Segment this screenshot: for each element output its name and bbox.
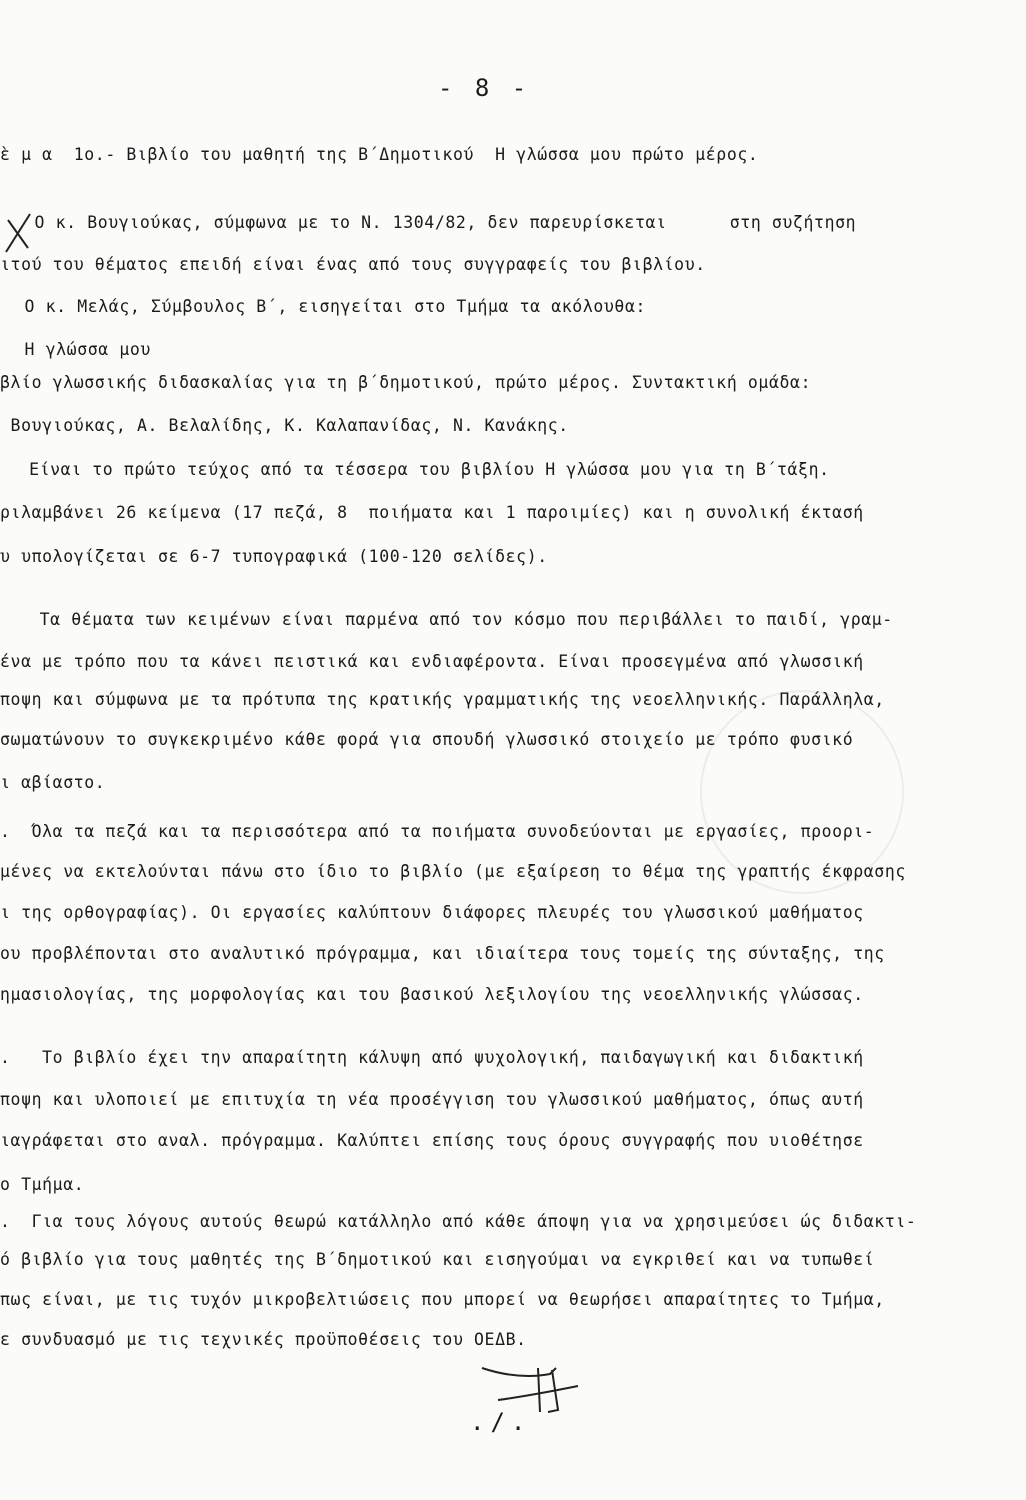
text-line: ριλαμβάνει 26 κείμενα (17 πεζά, 8 ποιήματα και 1 παροιμίες) και η συνολική έκτασή — [0, 503, 864, 522]
text-line: ε συνδυασμό με τις τεχνικές προϋποθέσεις του ΟΕΔΒ. — [0, 1330, 527, 1349]
text-line: ένα με τρόπο που τα κάνει πειστικά και ενδιαφέροντα. Είναι προσεγμένα από γλωσσική — [0, 652, 864, 671]
text-line: . Για τους λόγους αυτούς θεωρώ κατάλληλο από κάθε άποψη για να χρησιμεύσει ώς διδακτι- — [0, 1212, 917, 1231]
text-line: ιτού του θέματος επειδή είναι ένας από τους συγγραφείς του βιβλίου. — [0, 255, 706, 274]
text-line: υ υπολογίζεται σε 6-7 τυπογραφικά (100-120 σελίδες). — [0, 547, 548, 566]
text-line: Τα θέματα των κειμένων είναι παρμένα από τον κόσμο που περιβάλλει το παιδί, γραμ- — [8, 610, 893, 629]
text-line: ποψη και υλοποιεί με επιτυχία τη νέα προσέγγιση του γλωσσικού μαθήματος, όπως αυτή — [0, 1090, 864, 1109]
text-line: Η γλώσσα μου — [14, 340, 151, 359]
text-line: . Το βιβλίο έχει την απαραίτητη κάλυψη από ψυχολογική, παιδαγωγική και διδακτική — [0, 1048, 864, 1067]
text-line: Ο κ. Μελάς, Σύμβουλος Β΄, εισηγείται στο Τμήμα τα ακόλουθα: — [14, 297, 647, 316]
text-line: ὲ μ α 1ο.- Βιβλίο του μαθητή της Β΄Δημοτικού Η γλώσσα μου πρώτο μέρος. — [0, 145, 759, 164]
text-line: Είναι το πρώτο τεύχος από τα τέσσερα του βιβλίου Η γλώσσα μου για τη Β΄τάξη. — [8, 460, 830, 479]
text-line: . Όλα τα πεζά και τα περισσότερα από τα ποιήματα συνοδεύονται με εργασίες, προορι- — [0, 822, 875, 841]
text-line: Βουγιούκας, Α. Βελαλίδης, Κ. Καλαπανίδας, Ν. Κανάκης. — [0, 416, 569, 435]
text-line: μένες να εκτελούνται πάνω στο ίδιο το βιβλίο (με εξαίρεση το θέμα της γραπτής έκφρασης — [0, 862, 906, 881]
text-line: ι αβίαστο. — [0, 773, 106, 792]
text-line: ο Τμήμα. — [0, 1175, 85, 1194]
text-line: σωματώνουν το συγκεκριμένο κάθε φορά για σπουδή γλωσσικό στοιχείο με τρόπο φυσικό — [0, 730, 854, 749]
text-line: ιαγράφεται στο αναλ. πρόγραμμα. Καλύπτει επίσης τους όρους συγγραφής που υιοθέτησε — [0, 1131, 864, 1150]
text-line: ό βιβλίο για τους μαθητές της Β΄δημοτικού και εισηγούμαι να εγκριθεί και να τυπωθεί — [0, 1250, 875, 1269]
text-line: ποψη και σύμφωνα με τα πρότυπα της κρατικής γραμματικής της νεοελληνικής. Παράλληλα, — [0, 690, 885, 709]
text-line: βλίο γλωσσικής διδασκαλίας για τη β΄δημοτικού, πρώτο μέρος. Συντακτική ομάδα: — [0, 373, 812, 392]
text-line: ημασιολογίας, της μορφολογίας και του βασικού λεξιλογίου της νεοελληνικής γλώσσας. — [0, 985, 864, 1004]
text-line: Ο κ. Βουγιούκας, σύμφωνα με το Ν. 1304/82, δεν παρευρίσκεται στη συζήτηση — [24, 213, 857, 232]
continuation-marker: ./. — [470, 1408, 532, 1436]
text-line: πως είναι, με τις τυχόν μικροβελτιώσεις που μπορεί να θεωρήσει απαραίτητες το Τμήμα, — [0, 1290, 885, 1309]
text-line: ι της ορθογραφίας). Οι εργασίες καλύπτουν διάφορες πλευρές του γλωσσικού μαθήματος — [0, 903, 864, 922]
text-line: ου προβλέπονται στο αναλυτικό πρόγραμμα, και ιδιαίτερα τους τομείς της σύνταξης, της — [0, 944, 885, 963]
page-number: - 8 - — [438, 74, 531, 102]
